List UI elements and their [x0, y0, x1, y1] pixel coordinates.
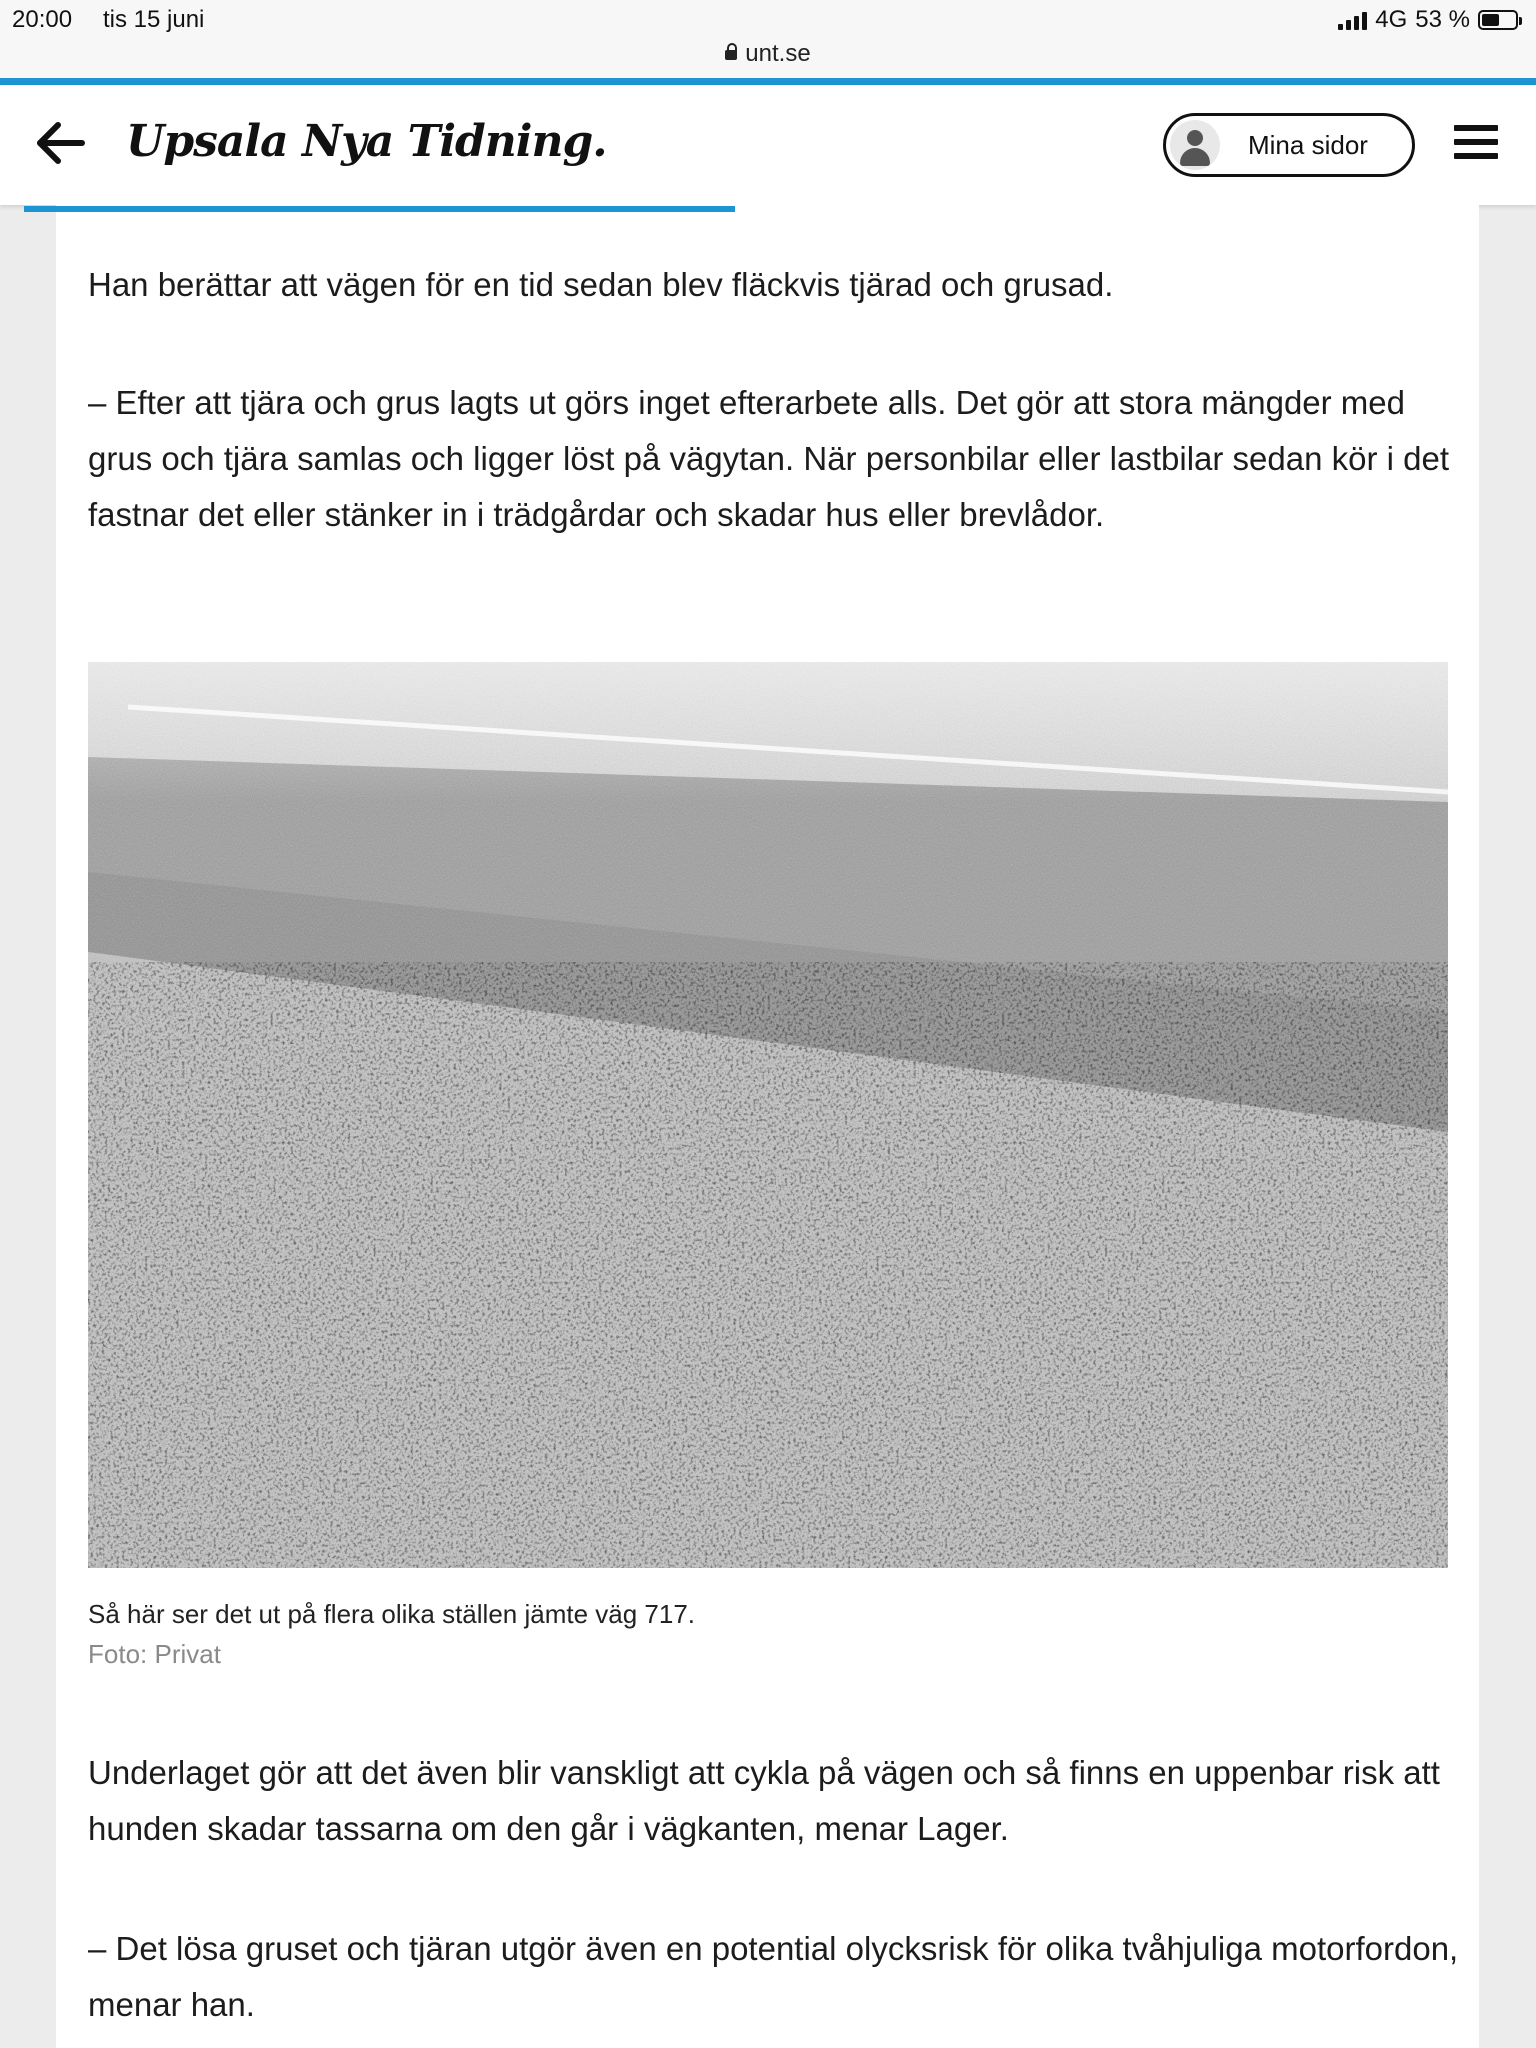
status-indicators — [1338, 6, 1518, 34]
accent-line — [0, 78, 1536, 85]
article-paragraph: Underlaget gör att det även blir vanskligt att cykla på vägen och så finns en uppenbar risk att hunden skadar tassarna om den går i vägkanten, menar Lager. — [88, 1754, 1440, 1847]
mina-sidor-label: Mina sidor — [1248, 130, 1368, 160]
lock-icon — [725, 50, 737, 60]
signal-icon — [1338, 10, 1367, 30]
site-logo[interactable]: Upsala Nya Tidning. — [126, 116, 607, 167]
article-paragraph: – Det lösa gruset och tjäran utgör även en potential olycksrisk för olika tvåhjuliga motorfordon, menar han. — [88, 1930, 1459, 2023]
article-paragraph: Han berättar att vägen för en tid sedan blev fläckvis tjärad och grusad. — [88, 266, 1114, 303]
article-paragraph: – Efter att tjära och grus lagts ut görs inget efterarbete alls. Det gör att stora mängder med grus och tjära samlas och ligger löst på vägytan. När personbilar eller lastbilar sedan kör i det fastnar det eller stänker in i trädgårdar och skadar hus eller brevlådor. — [88, 384, 1450, 533]
status-date: tis 15 juni — [103, 6, 205, 33]
user-icon — [1170, 120, 1220, 170]
reading-progress-bar — [24, 206, 735, 212]
hamburger-menu-icon[interactable] — [1454, 125, 1498, 165]
back-arrow-icon[interactable] — [34, 121, 86, 165]
article-image[interactable] — [88, 662, 1448, 1568]
battery-icon — [1478, 10, 1518, 30]
article-body — [56, 205, 1479, 2048]
status-bar — [0, 0, 1536, 80]
address-bar[interactable] — [0, 40, 1536, 68]
image-caption: Så här ser det ut på flera olika ställen jämte väg 717. — [88, 1599, 696, 1629]
image-credit: Foto: Privat — [88, 1639, 221, 1669]
url-text: unt.se — [745, 40, 811, 67]
battery-percent: 53 % — [1415, 6, 1470, 33]
site-header — [0, 85, 1536, 205]
network-type: 4G — [1375, 6, 1408, 33]
mina-sidor-button[interactable] — [1163, 113, 1415, 177]
status-time: 20:00 — [12, 6, 73, 33]
